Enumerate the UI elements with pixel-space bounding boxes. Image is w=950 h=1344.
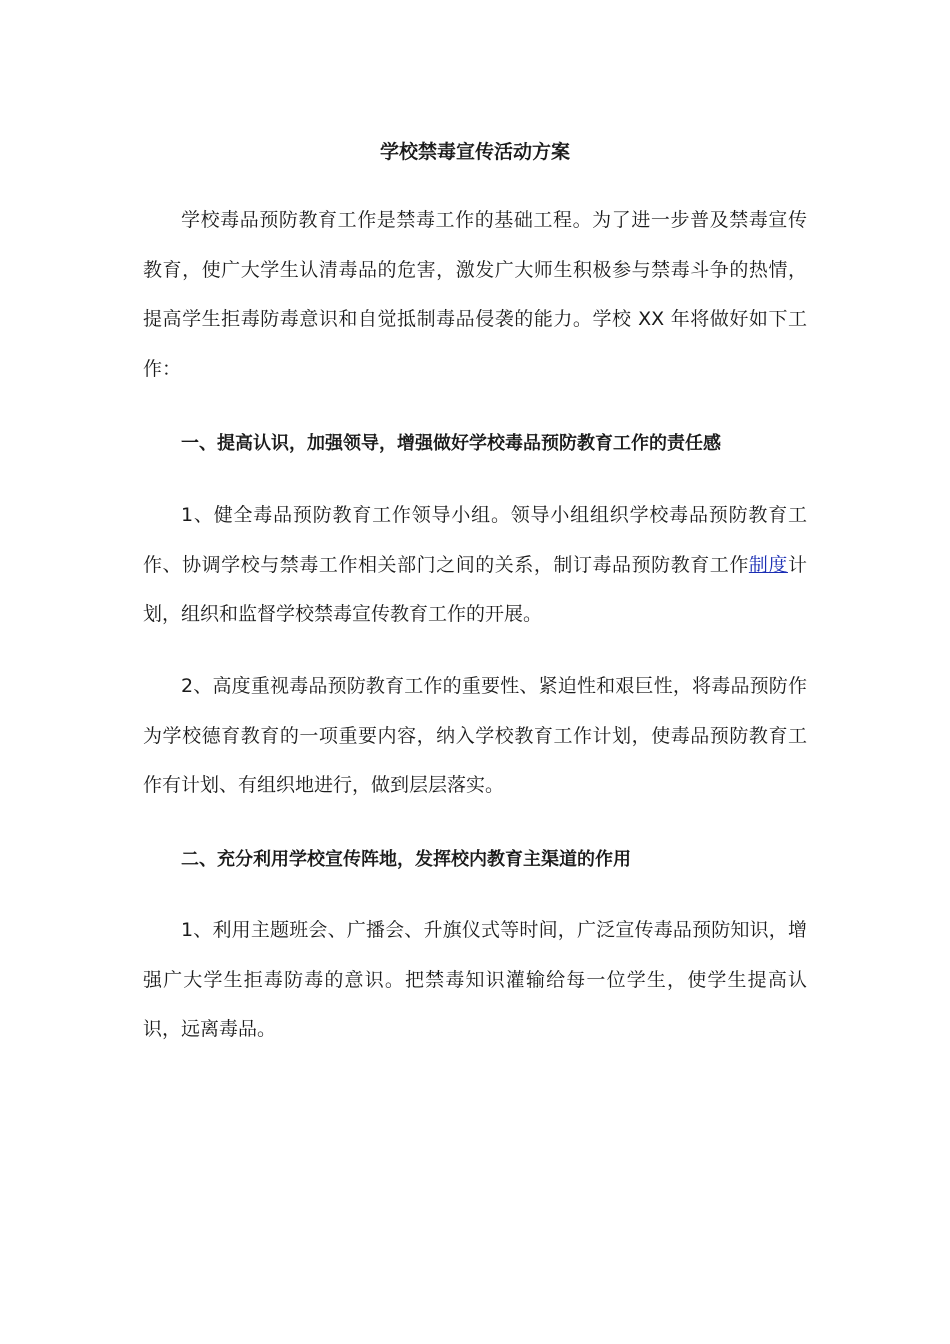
section-heading-1: 一、提高认识，加强领导，增强做好学校毒品预防教育工作的责任感 bbox=[181, 433, 721, 454]
section-2-item-1: 1、利用主题班会、广播会、升旗仪式等时间，广泛宣传毒品预防知识，增强广大学生拒毒防毒的意识。把禁毒知识灌输给每一位学生，使学生提高认识，远离毒品。 bbox=[143, 919, 807, 1040]
item-text-after-link: 计划，组织和监督学校禁毒宣传教育工作的开展。 bbox=[143, 553, 807, 625]
document-title: 学校禁毒宣传活动方案 bbox=[379, 141, 570, 163]
item-text-before-link: 1、健全毒品预防教育工作领导小组。领导小组组织学校毒品预防教育工作、协调学校与禁毒工作相关部门之间的关系，制订毒品预防教育工作 bbox=[143, 504, 807, 576]
system-link[interactable]: 制度 bbox=[748, 553, 788, 576]
section-heading-2: 二、充分利用学校宣传阵地，发挥校内教育主渠道的作用 bbox=[181, 849, 631, 870]
section-1-item-2: 2、高度重视毒品预防教育工作的重要性、紧迫性和艰巨性，将毒品预防作为学校德育教育的一项重要内容，纳入学校教育工作计划，使毒品预防教育工作有计划、有组织地进行，做到层层落实。 bbox=[143, 675, 807, 796]
section-1-item-1 bbox=[143, 491, 807, 640]
intro-paragraph: 学校毒品预防教育工作是禁毒工作的基础工程。为了进一步普及禁毒宣传教育，使广大学生认清毒品的危害，激发广大师生积极参与禁毒斗争的热情，提高学生拒毒防毒意识和自觉抵制毒品侵袭的能力。学校 XX 年将做好如下工作： bbox=[143, 209, 807, 380]
